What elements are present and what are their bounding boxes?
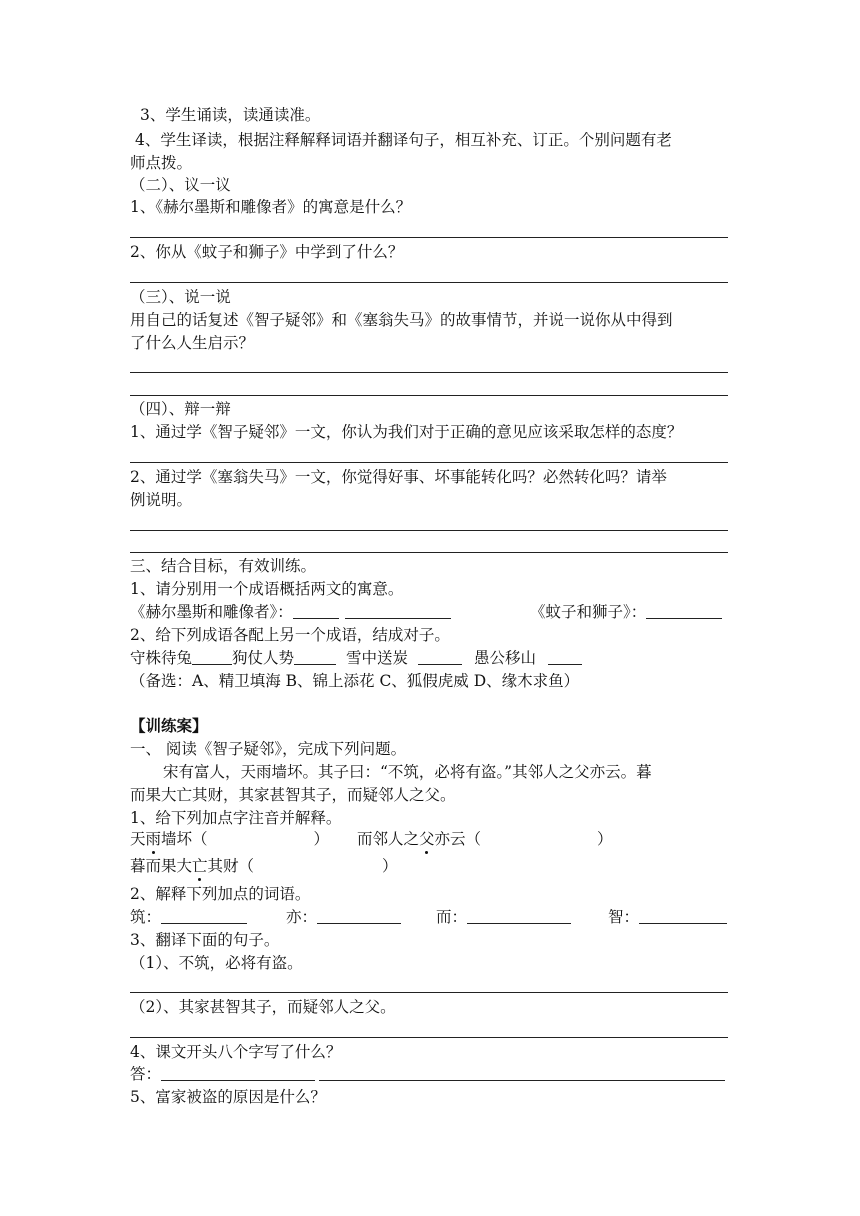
fill-blank[interactable]	[294, 648, 336, 665]
question-4-text: 4、课文开头八个字写了什么？	[130, 1043, 342, 1061]
translate-item-2: （2）、其家甚智其子，而疑邻人之父。	[130, 998, 396, 1016]
answer-line	[130, 1037, 728, 1038]
answer-line	[130, 462, 728, 463]
word-label: 而：	[436, 908, 468, 926]
item-text: 其财（	[207, 857, 255, 875]
question-2-text: 2、解释下列加点的词语。	[130, 885, 311, 903]
translate-item-1: （1）、不筑，必将有盗。	[130, 954, 303, 972]
word-label: 智：	[608, 908, 640, 926]
answer-line	[130, 552, 728, 553]
item-text: 天	[130, 830, 146, 848]
idiom-pairs-row	[130, 648, 582, 668]
answer-line	[130, 237, 728, 238]
reading-instruction: 一、 阅读《智子疑邻》，完成下列问题。	[130, 740, 407, 758]
blank-label-hermes: 《赫尔墨斯和雕像者》：	[130, 603, 293, 621]
fill-blank[interactable]	[161, 907, 247, 924]
fill-blank[interactable]	[317, 907, 401, 924]
idiom-1: 守株待兔	[130, 649, 193, 667]
question-5-text: 5、富家被盗的原因是什么？	[130, 1088, 326, 1106]
idiom-3: 雪中送炭	[346, 649, 409, 667]
dotted-char: 亡	[192, 857, 208, 875]
section-speak-heading: （三）、说一说	[130, 288, 231, 306]
fill-blank[interactable]	[192, 648, 232, 665]
answer-line	[130, 530, 728, 531]
idiom-4: 愚公移山	[474, 649, 537, 667]
word-blank-yi	[286, 907, 401, 927]
item-text: 亦云（	[434, 830, 482, 848]
fill-blank[interactable]	[319, 1064, 725, 1081]
answer-line	[130, 992, 728, 993]
speak-question-cont: 了什么人生启示？	[130, 334, 255, 352]
passage-line-1: 宋有富人，天雨墙坏。其子曰：“不筑，必将有盗。”其邻人之父亦云。暮	[163, 763, 652, 781]
fill-blank[interactable]	[548, 648, 582, 665]
dotted-char: 雨	[145, 830, 162, 848]
training-heading: 【训练案】	[130, 716, 208, 735]
item-text: 暮而果大	[130, 857, 193, 875]
word-label: 亦：	[286, 908, 318, 926]
section-discuss-heading: （二）、议一议	[130, 176, 231, 194]
pinyin-item-1	[130, 829, 329, 849]
exercise-1-blank-b	[530, 602, 722, 622]
step-4-text-cont: 师点拨。	[130, 154, 193, 172]
debate-question-2: 2、通过学《塞翁失马》一文，你觉得好事、坏事能转化吗？必然转化吗？请举	[130, 468, 667, 486]
discuss-question-2: 2、你从《蚊子和狮子》中学到了什么？	[130, 243, 404, 261]
word-blank-zhi	[608, 907, 727, 927]
section-3-heading: 三、结合目标，有效训练。	[130, 557, 317, 575]
exercise-1-blank-a	[130, 602, 451, 622]
fill-blank[interactable]	[646, 602, 722, 619]
pinyin-item-3	[130, 856, 398, 876]
exercise-1-text: 1、请分别用一个成语概括两文的寓意。	[130, 580, 404, 598]
question-3-text: 3、翻译下面的句子。	[130, 931, 280, 949]
exercise-2-text: 2、给下列成语各配上另一个成语，结成对子。	[130, 626, 450, 644]
answer-line	[130, 395, 728, 396]
fill-blank[interactable]	[418, 648, 462, 665]
dotted-char: 父	[419, 830, 435, 848]
item-text: ）	[313, 830, 330, 848]
passage-line-2: 而果大亡其财，其家甚智其子，而疑邻人之父。	[130, 786, 456, 804]
fill-blank[interactable]	[639, 907, 727, 924]
fill-blank[interactable]	[345, 602, 451, 619]
blank-label-mosquito: 《蚊子和狮子》：	[530, 603, 647, 621]
answer-line	[130, 372, 728, 373]
discuss-question-1: 1、《赫尔墨斯和雕像者》的寓意是什么？	[130, 198, 412, 216]
word-label: 筑：	[130, 908, 162, 926]
step-4-text: 4、学生译读，根据注释解释词语并翻译句子，相互补充、订正。个别问题有老	[135, 131, 672, 149]
item-text: 墙坏（	[161, 830, 208, 848]
debate-question-1: 1、通过学《智子疑邻》一文，你认为我们对于正确的意见应该采取怎样的态度？	[130, 423, 683, 441]
idiom-2: 狗仗人势	[232, 649, 295, 667]
fill-blank[interactable]	[467, 907, 571, 924]
question-4-answer	[130, 1064, 725, 1084]
idiom-options: （备选：A、精卫填海 B、锦上添花 C、狐假虎威 D、缘木求鱼）	[130, 672, 580, 690]
fill-blank[interactable]	[293, 602, 339, 619]
step-3-text: 3、学生诵读，读通读准。	[140, 106, 321, 124]
pinyin-item-2	[357, 829, 613, 849]
word-blank-er	[436, 907, 571, 927]
fill-blank[interactable]	[161, 1064, 315, 1081]
question-1-text: 1、给下列加点字注音并解释。	[130, 809, 342, 827]
speak-question: 用自己的话复述《智子疑邻》和《塞翁失马》的故事情节，并说一说你从中得到	[130, 311, 673, 329]
answer-line	[130, 282, 728, 283]
item-text: ）	[382, 857, 398, 875]
item-text: 而邻人之	[357, 830, 420, 848]
item-text: ）	[597, 830, 613, 848]
word-blank-zhu	[130, 907, 247, 927]
debate-question-2-cont: 例说明。	[130, 491, 193, 509]
answer-label: 答：	[130, 1065, 162, 1083]
section-debate-heading: （四）、辩一辩	[130, 400, 231, 418]
